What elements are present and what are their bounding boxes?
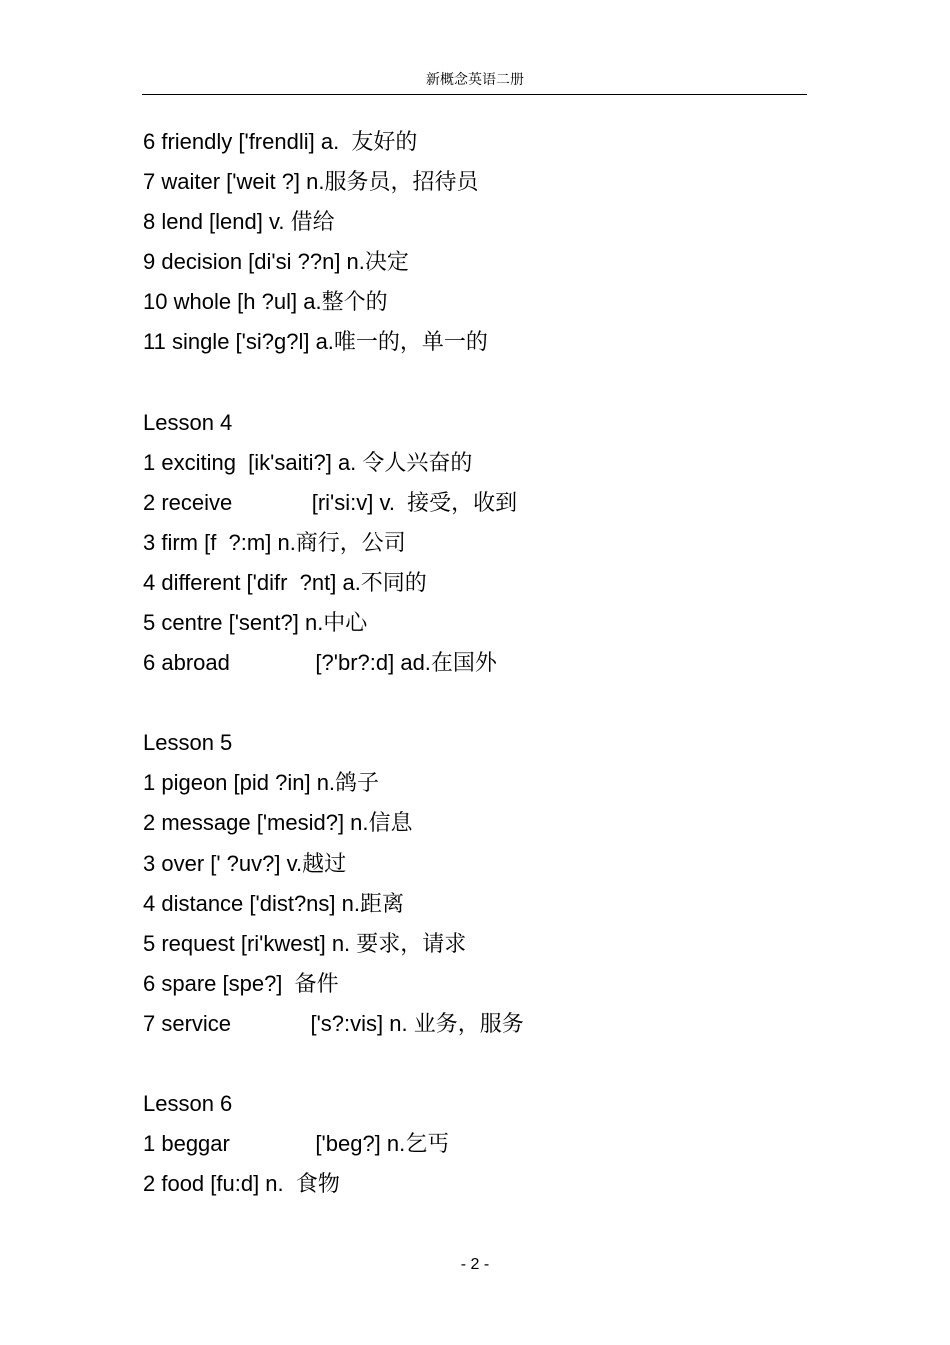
blank-line [143,363,803,403]
vocab-line: 5 centre ['sent?] n.中心 [143,610,368,636]
vocab-line: 1 beggar ['beg?] n.乞丐 [143,1131,450,1157]
vocab-line: 10 whole [h ?ul] a.整个的 [143,289,388,315]
vocabulary-list [143,122,803,1204]
header-divider [142,94,807,95]
vocab-line: 1 exciting [ik'saiti?] a. 令人兴奋的 [143,449,473,475]
page-number: - 2 - [460,1256,490,1273]
vocab-line: 4 different ['difr ?nt] a.不同的 [143,569,427,595]
lesson-heading: Lesson 6 [143,1090,233,1116]
lesson-heading: Lesson 5 [143,730,233,756]
vocab-line: 6 abroad [?'br?:d] ad.在国外 [143,650,497,676]
page-header-title: 新概念英语二册 [426,71,524,87]
lesson-heading: Lesson 4 [143,409,233,435]
vocab-line: 7 waiter ['weit ?] n.服务员，招待员 [143,169,479,195]
vocab-line: 1 pigeon [pid ?in] n.鸽子 [143,770,380,796]
blank-line [143,1044,803,1084]
vocab-line: 2 message ['mesid?] n.信息 [143,810,413,836]
vocab-line: 11 single ['si?g?l] a.唯一的，单一的 [143,329,488,355]
vocab-line: 6 spare [spe?] 备件 [143,970,339,996]
blank-line [143,683,803,723]
vocab-line: 9 decision [di'si ??n] n.决定 [143,249,409,275]
vocab-line: 8 lend [lend] v. 借给 [143,209,335,235]
vocab-line: 5 request [ri'kwest] n. 要求，请求 [143,930,467,956]
vocab-line: 7 service ['s?:vis] n. 业务，服务 [143,1010,524,1036]
vocab-line: 2 food [fu:d] n. 食物 [143,1171,340,1197]
vocab-line: 4 distance ['dist?ns] n.距离 [143,890,404,916]
vocab-line: 6 friendly ['frendli] a. 友好的 [143,129,418,154]
vocab-line: 3 firm [f ?:m] n.商行，公司 [143,529,406,555]
vocab-line: 3 over [' ?uv?] v.越过 [143,850,347,876]
vocab-line: 2 receive [ri'si:v] v. 接受，收到 [143,489,518,515]
